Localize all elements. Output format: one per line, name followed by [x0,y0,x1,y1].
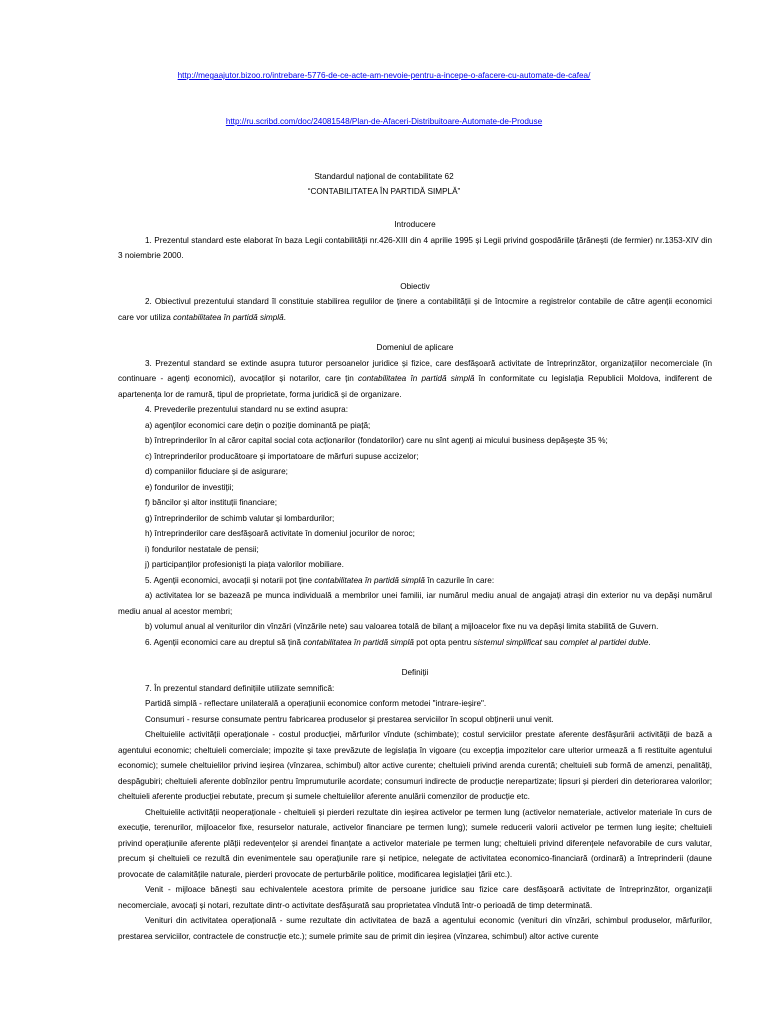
definition-cheltuieli-neoperationale: Cheltuielile activității neoperaționale - cheltuieli și pierderi rezultate din ieșirea activelor pe termen lung (activelor nemateriale, activelor materiale în curs de execuție, terenurilor, mijloacelor fixe, resurselor naturale, activelor financiare pe termen lung); sumele reducerii valorii activelor pe termen lung ieșite; cheltuieli privind operațiunile aferente plății redevențelor și arendei finanțate a activelor materiale pe termen lung; cheltuieli privind diferențele nefavorabile de curs valutar, precum și cheltuieli ce rezultă din evenimentele sau operațiunile rare și netipice, nelegate de activitatea economico-financiară (ordinară) a întreprinderii (daune provocate de calamitățile naturale, pierderi provocate de perturbările politice, modificarea legislației țării etc.). [118,807,712,879]
list-item: g) întreprinderilor de schimb valutar și lombardurilor; [145,513,335,523]
definition-consumuri: Consumuri - resurse consumate pentru fabricarea produselor și prestarea serviciilor în scopul obținerii unui venit. [145,714,554,724]
list-item: j) participanților profesioniști la piața valorilor mobiliare. [145,560,344,569]
definition-venituri-operationale: Venituri din activitatea operațională - sume rezultate din activitatea de bază a agentului economic (venituri din vînzări, schimbul produselor, mărfurilor, prestarea serviciilor, contractele de construcție etc.); sumele primite sau de primit din ieșirea (vînzarea, schimbul) altor active curente [118,916,712,941]
section-heading-domeniul: Domeniul de aplicare [376,343,454,352]
reference-link-scribd[interactable]: http://ru.scribd.com/doc/24081548/Plan-de-Afaceri-Distribuitoare-Automate-de-Produse [225,117,543,126]
section-heading-definitii: Definiții [401,668,429,677]
paragraph-7: 7. În prezentul standard definițiile utilizate semnifică: [145,683,335,693]
paragraph-5: 5. Agenții economici, avocații și notarii pot ține contabilitatea în partidă simplă în cazurile în care: [145,575,495,585]
paragraph-2: 2. Obiectivul prezentului standard îl constituie stabilirea regulilor de ținere a contabilității și de întocmire a registrelor contabile de către agenții economici care vor utiliza contabilitatea în partidă simplă. [118,297,712,322]
definition-partida-simpla: Partidă simplă - reflectare unilaterală a operațiunii economice conform metodei "intrare-ieșire". [145,699,487,708]
list-item: i) fondurilor nestatale de pensii; [145,544,259,554]
paragraph-6: 6. Agenții economici care au dreptul să țină contabilitatea în partidă simplă pot opta pentru sistemul simplificat sau complet al partidei duble. [145,637,651,647]
list-item: d) companiilor fiduciare și de asigurare; [145,467,288,476]
list-item: h) întreprinderilor care desfășoară activitate în domeniul jocurilor de noroc; [145,529,415,538]
section-heading-obiectiv: Obiectiv [400,281,430,291]
paragraph-3: 3. Prezentul standard se extinde asupra tuturor persoanelor juridice și fizice, care desfășoară activitate de întreprinzător, organizațiilor necomerciale (în continuare - agenți economici), avocaților și notarilor, care țin contabilitatea în partidă simplă în conformitate cu legislația Republicii Moldova, indiferent de apartenența lor de ramură, tipul de proprietate, forma juridică și de organizare. [118,358,712,399]
paragraph-5a: a) activitatea lor se bazează pe munca individuală a membrilor unei familii, iar numărul mediu anual de angajați atrași din exterior nu va depăși numărul mediu anual al acestor membri; [118,591,712,616]
definition-cheltuieli-operationale: Cheltuielile activității operaționale - costul producției, mărfurilor vîndute (schimbate); costul serviciilor prestate aferente desfășurării activității de bază a agentului economic; cheltuieli comerciale; impozite și taxe prevăzute de legislația în vigoare (cu excepția impozitelor care ulterior urmează a fi restituite agentului economic); sumele cheltuielilor privind ieșirea (vînzarea, schimbul) altor active curente; cheltuieli privind arenda curentă; cheltuieli sub formă de amenzi, penalități, despăgubiri; cheltuieli aferente dobînzilor pentru împrumuturile acordate; consumuri indirecte de producție nerepartizate; lipsuri și pierderi din deteriorarea valorilor; cheltuieli aferente producției rebutate, precum și sumele cheltuielilor aferente anulării comenzilor de producție etc. [118,730,712,801]
standard-title: Standardul național de contabilitate 62 [314,172,454,181]
section-heading-introducere: Introducere [394,220,436,229]
list-item: a) agenților economici care dețin o poziție dominantă pe piață; [145,420,371,430]
list-item: b) întreprinderilor în al căror capital social cota acționarilor (fondatorilor) care nu sînt agenți ai micului business depășește 35 %; [145,436,608,445]
reference-link-megaajutor[interactable]: http://megaajutor.bizoo.ro/intrebare-5776-de-ce-acte-am-nevoie-pentru-a-incepe-o-afacere-cu-automate-de-cafea/ [177,71,591,80]
list-item: e) fondurilor de investiții; [145,482,234,492]
standard-subtitle: “CONTABILITATEA ÎN PARTIDĂ SIMPLĂ” [307,187,461,196]
paragraph-5b: b) volumul anual al veniturilor din vînzări (vînzările nete) sau valoarea totală de bilanț a mijloacelor fixe nu va depăși limita stabilită de Guvern. [145,622,659,631]
list-item: c) întreprinderilor producătoare și importatoare de mărfuri supuse accizelor; [145,451,419,461]
definition-venit: Venit - mijloace bănești sau echivalentele acestora primite de persoane juridice sau fizice care desfășoară activitate de întreprinzător, organizații necomerciale, avocați și notari, rezultate dintr-o activitate desfășurată sau proprietatea vîndută într-o perioadă de timp determinată. [118,885,712,910]
paragraph-4: 4. Prevederile prezentului standard nu se extind asupra: [145,405,348,414]
list-item: f) băncilor și altor instituții financiare; [145,498,277,507]
paragraph-1: 1. Prezentul standard este elaborat în baza Legii contabilității nr.426-XIII din 4 aprilie 1995 și Legii privind gospodăriile țărănești (de fermier) nr.1353-XIV din 3 noiembrie 2000. [118,235,712,260]
document-body [118,217,712,944]
